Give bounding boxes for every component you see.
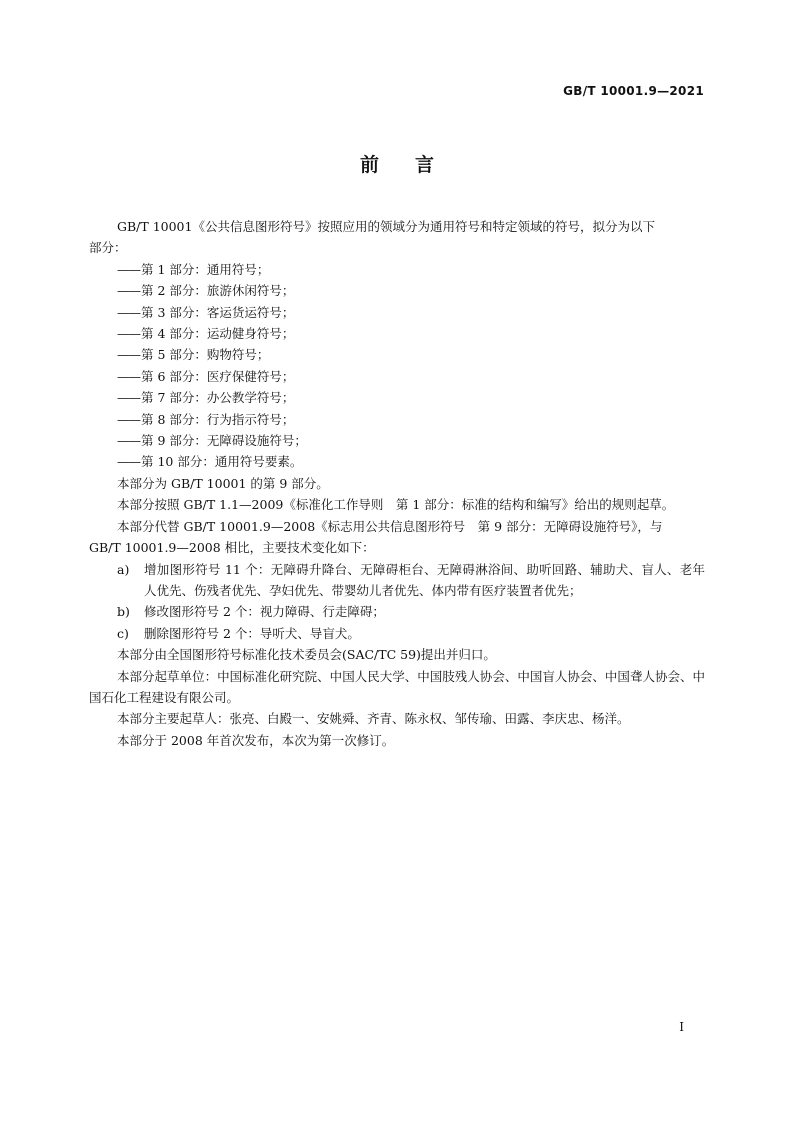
page-number: I: [679, 1020, 684, 1034]
list-item: [89, 344, 705, 365]
list-item: [89, 601, 705, 622]
parts-list: [89, 259, 705, 473]
item-text: 增加图形符号 11 个：无障碍升降台、无障碍柜台、无障碍淋浴间、助听回路、辅助犬、盲人、老年人优先、伤残者优先、孕妇优先、带婴幼儿者优先、体内带有医疗装置者优先；: [144, 561, 705, 598]
dash-mark: ——: [117, 390, 140, 406]
item-marker: b): [117, 604, 130, 620]
para-history: 本部分于 2008 年首次发布，本次为第一次修订。: [117, 732, 395, 748]
list-item: [89, 559, 705, 602]
item-text: 删除图形符号 2 个：导听犬、导盲犬。: [144, 625, 360, 641]
para-replaces-line-2: GB/T 10001.9—2008 相比，主要技术变化如下：: [89, 540, 375, 556]
list-item: [89, 623, 705, 644]
part-label: 第 1 部分：通用符号；: [141, 261, 270, 277]
intro-line-1: GB/T 10001《公共信息图形符号》按照应用的领域分为通用符号和特定领域的符号，拟分为以下: [117, 219, 655, 234]
part-label: 第 3 部分：客运货运符号；: [141, 304, 295, 320]
item-text: 修改图形符号 2 个：视力障碍、行走障碍；: [144, 604, 385, 620]
part-label: 第 7 部分：办公教学符号；: [141, 390, 295, 406]
dash-mark: ——: [117, 326, 140, 342]
part-label: 第 8 部分：行为指示符号；: [141, 411, 295, 427]
dash-mark: ——: [117, 261, 140, 277]
para-drafters: 本部分主要起草人：张亮、白殿一、安姚舜、齐青、陈永权、邹传瑜、田露、李庆忠、杨洋。: [117, 711, 630, 727]
item-marker: a): [117, 561, 130, 577]
para-proposed: 本部分由全国图形符号标准化技术委员会(SAC/TC 59)提出并归口。: [117, 647, 496, 663]
list-item: [89, 430, 705, 451]
list-item: [89, 409, 705, 430]
para-drafting-units: 本部分起草单位：中国标准化研究院、中国人民大学、中国肢残人协会、中国盲人协会、中国聋人协会、中国石化工程建设有限公司。: [89, 668, 705, 705]
dash-mark: ——: [117, 411, 140, 427]
dash-mark: ——: [117, 347, 140, 363]
page-title: 前言: [359, 154, 470, 176]
dash-mark: ——: [117, 433, 140, 449]
dash-mark: ——: [117, 283, 140, 299]
list-item: [89, 451, 705, 472]
para-replaces-line-1: 本部分代替 GB/T 10001.9—2008《标志用公共信息图形符号 第 9 部分：无障碍设施符号》，与: [117, 518, 663, 534]
para-part-of: 本部分为 GB/T 10001 的第 9 部分。: [117, 475, 329, 491]
changes-list: [89, 559, 705, 645]
list-item: [89, 323, 705, 344]
list-item: [89, 302, 705, 323]
list-item: [89, 387, 705, 408]
part-label: 第 2 部分：旅游休闲符号；: [141, 283, 295, 299]
item-marker: c): [117, 625, 129, 641]
part-label: 第 6 部分：医疗保健符号；: [141, 368, 295, 384]
part-label: 第 9 部分：无障碍设施符号；: [141, 433, 307, 449]
list-item: [89, 259, 705, 280]
dash-mark: ——: [117, 454, 140, 470]
part-label: 第 4 部分：运动健身符号；: [141, 326, 295, 342]
list-item: [89, 366, 705, 387]
part-label: 第 5 部分：购物符号；: [141, 347, 270, 363]
standard-number: GB/T 10001.9—2021: [563, 84, 704, 98]
dash-mark: ——: [117, 304, 140, 320]
para-drafting-rules: 本部分按照 GB/T 1.1—2009《标准化工作导则 第 1 部分：标准的结构和编写》给出的规则起草。: [117, 497, 675, 513]
foreword-body: [89, 216, 705, 751]
dash-mark: ——: [117, 368, 140, 384]
part-label: 第 10 部分：通用符号要素。: [141, 454, 303, 470]
intro-line-2: 部分：: [89, 240, 127, 256]
list-item: [89, 280, 705, 301]
